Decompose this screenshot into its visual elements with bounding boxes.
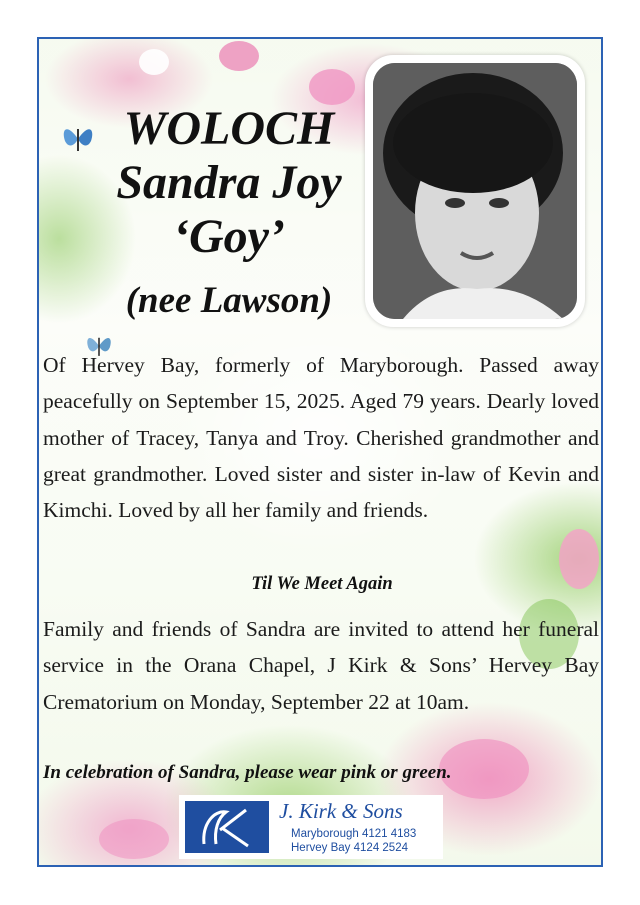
funeral-director-name: J. Kirk & Sons xyxy=(279,799,403,823)
given-names-heading: Sandra Joy xyxy=(116,156,342,209)
portrait-image xyxy=(373,63,577,319)
surname-heading: WOLOCH xyxy=(123,102,335,155)
funeral-details-paragraph: Family and friends of Sandra are invited to attend her funeral service in the Orana Chapel, J Kirk & Sons’ Hervey Bay Crematorium on Monday, September 22 at 10am. xyxy=(43,617,599,714)
obituary-paragraph: Of Hervey Bay, formerly of Maryborough. Passed away peacefully on September 15, 2025. Aged 79 years. Dearly loved mother of Tracey, Tanya and Troy. Cherished grandmother and great grandmother. Loved sister and sister in-law of Kevin and Kimchi. Loved by all her family and friends. xyxy=(43,353,599,523)
motto-text: Til We Meet Again xyxy=(251,574,393,594)
portrait-photo xyxy=(373,63,577,319)
flower-decoration xyxy=(99,819,169,859)
flower-decoration xyxy=(309,69,355,105)
flower-decoration xyxy=(219,41,259,71)
maiden-name-heading: (nee Lawson) xyxy=(125,280,333,321)
funeral-director-logo xyxy=(179,795,443,859)
kirk-k-logo-icon xyxy=(185,801,269,853)
flower-decoration xyxy=(139,49,169,75)
dress-request-text: In celebration of Sandra, please wear pink or green. xyxy=(43,762,452,783)
portrait-frame xyxy=(365,55,585,327)
maryborough-phone: Maryborough 4121 4183 xyxy=(291,828,417,840)
hervey-bay-phone: Hervey Bay 4124 2524 xyxy=(291,842,408,854)
notice-card xyxy=(37,37,603,867)
nickname-heading: ‘Goy’ xyxy=(173,210,285,263)
